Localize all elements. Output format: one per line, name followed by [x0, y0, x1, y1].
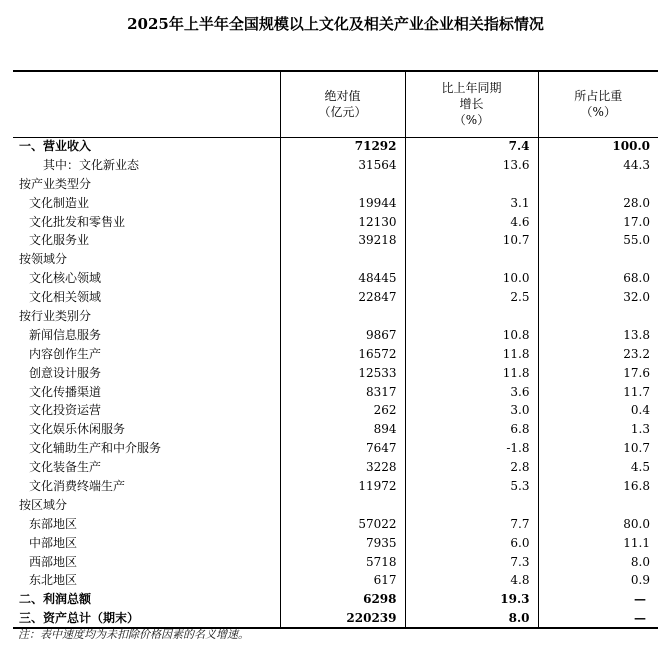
row-label: 文化核心领域	[29, 271, 102, 286]
table-row	[13, 194, 658, 213]
row-label: 文化传播渠道	[29, 384, 102, 399]
row-growth: 2.8	[405, 458, 538, 477]
row-growth: 8.0	[405, 609, 538, 628]
row-absolute-value: 11972	[280, 477, 405, 496]
row-absolute-value: 6298	[280, 590, 405, 609]
row-share: 23.2	[538, 345, 658, 364]
row-growth: 3.1	[405, 194, 538, 213]
table-body	[13, 137, 658, 628]
row-share: 0.9	[538, 571, 658, 590]
row-absolute-value: 7935	[280, 534, 405, 553]
row-share: 8.0	[538, 553, 658, 572]
table-row	[13, 231, 658, 250]
row-growth: 3.0	[405, 401, 538, 420]
table-row	[13, 477, 658, 496]
row-share: 4.5	[538, 458, 658, 477]
table-row	[13, 175, 658, 194]
table-row	[13, 590, 658, 609]
row-share: 16.8	[538, 477, 658, 496]
row-label: 文化辅助生产和中介服务	[29, 441, 162, 456]
table-row	[13, 307, 658, 326]
row-label: 新闻信息服务	[29, 327, 102, 342]
row-share: 1.3	[538, 420, 658, 439]
indicator-table	[13, 70, 658, 629]
row-absolute-value: 5718	[280, 553, 405, 572]
table-header-row	[13, 71, 658, 137]
row-label: 按产业类型分	[19, 176, 92, 191]
row-label: 西部地区	[29, 554, 78, 569]
row-share	[538, 175, 658, 194]
row-label: 东北地区	[29, 573, 78, 588]
row-share	[538, 496, 658, 515]
row-growth: 11.8	[405, 364, 538, 383]
row-absolute-value	[280, 307, 405, 326]
row-growth	[405, 307, 538, 326]
row-share: 55.0	[538, 231, 658, 250]
row-absolute-value: 71292	[280, 137, 405, 156]
row-share: 68.0	[538, 269, 658, 288]
row-absolute-value: 12533	[280, 364, 405, 383]
row-label: 内容创作生产	[29, 346, 102, 361]
row-share: 44.3	[538, 156, 658, 175]
table-row	[13, 439, 658, 458]
row-absolute-value: 19944	[280, 194, 405, 213]
row-label: 文化批发和零售业	[29, 214, 126, 229]
row-label: 按行业类别分	[19, 308, 92, 323]
row-absolute-value: 48445	[280, 269, 405, 288]
row-growth: 7.3	[405, 553, 538, 572]
row-growth: 13.6	[405, 156, 538, 175]
row-label: 其中：文化新业态	[43, 157, 140, 172]
table-row	[13, 326, 658, 345]
row-share: 80.0	[538, 515, 658, 534]
row-growth: 10.8	[405, 326, 538, 345]
row-absolute-value: 262	[280, 401, 405, 420]
table-row	[13, 288, 658, 307]
row-absolute-value: 894	[280, 420, 405, 439]
row-growth	[405, 496, 538, 515]
row-growth: 10.7	[405, 231, 538, 250]
row-absolute-value: 22847	[280, 288, 405, 307]
row-label: 文化装备生产	[29, 460, 102, 475]
row-share: 28.0	[538, 194, 658, 213]
row-share: 0.4	[538, 401, 658, 420]
row-absolute-value: 16572	[280, 345, 405, 364]
row-label: 文化相关领域	[29, 290, 102, 305]
table-row	[13, 137, 658, 156]
row-share: 17.6	[538, 364, 658, 383]
row-absolute-value: 31564	[280, 156, 405, 175]
row-growth: 19.3	[405, 590, 538, 609]
row-growth: 10.0	[405, 269, 538, 288]
table-row	[13, 364, 658, 383]
row-growth: 7.4	[405, 137, 538, 156]
row-label: 文化制造业	[29, 195, 90, 210]
row-label: 东部地区	[29, 516, 78, 531]
row-share: 10.7	[538, 439, 658, 458]
row-growth: 4.8	[405, 571, 538, 590]
row-absolute-value: 3228	[280, 458, 405, 477]
table-row	[13, 156, 658, 175]
table-row	[13, 553, 658, 572]
table-row	[13, 420, 658, 439]
row-growth: 6.8	[405, 420, 538, 439]
header-growth: 比上年同期 增长 （%）	[405, 71, 538, 137]
row-growth: 4.6	[405, 213, 538, 232]
table-row	[13, 534, 658, 553]
table-row	[13, 383, 658, 402]
table-row	[13, 213, 658, 232]
row-absolute-value	[280, 175, 405, 194]
header-share: 所占比重 （%）	[538, 71, 658, 137]
table-row	[13, 345, 658, 364]
row-share: 11.7	[538, 383, 658, 402]
row-absolute-value: 9867	[280, 326, 405, 345]
row-label: 按领域分	[19, 252, 68, 267]
row-absolute-value: 12130	[280, 213, 405, 232]
row-label: 按区域分	[19, 497, 68, 512]
row-label: 三、资产总计（期末）	[19, 610, 140, 625]
row-share: 17.0	[538, 213, 658, 232]
row-label: 二、利润总额	[19, 592, 92, 607]
row-growth: -1.8	[405, 439, 538, 458]
row-label: 文化服务业	[29, 233, 90, 248]
row-label: 一、营业收入	[19, 139, 92, 154]
row-growth: 2.5	[405, 288, 538, 307]
row-growth	[405, 175, 538, 194]
row-absolute-value	[280, 250, 405, 269]
table-row	[13, 269, 658, 288]
row-growth: 6.0	[405, 534, 538, 553]
row-share	[538, 307, 658, 326]
row-label: 文化娱乐休闲服务	[29, 422, 126, 437]
row-share: —	[538, 609, 658, 628]
table-row	[13, 496, 658, 515]
row-growth: 3.6	[405, 383, 538, 402]
row-share: 13.8	[538, 326, 658, 345]
header-absolute-value: 绝对值 （亿元）	[280, 71, 405, 137]
row-absolute-value: 8317	[280, 383, 405, 402]
row-growth	[405, 250, 538, 269]
row-share: —	[538, 590, 658, 609]
row-absolute-value: 617	[280, 571, 405, 590]
page-title: 2025年上半年全国规模以上文化及相关产业企业相关指标情况	[127, 15, 544, 33]
row-label: 创意设计服务	[29, 365, 102, 380]
table-row	[13, 515, 658, 534]
row-growth: 11.8	[405, 345, 538, 364]
row-absolute-value: 39218	[280, 231, 405, 250]
row-label: 文化消费终端生产	[29, 478, 126, 493]
row-share: 100.0	[538, 137, 658, 156]
row-absolute-value	[280, 496, 405, 515]
footnote: 注：表中速度均为未扣除价格因素的名义增速。	[18, 628, 249, 641]
table-row	[13, 250, 658, 269]
row-growth: 5.3	[405, 477, 538, 496]
row-growth: 7.7	[405, 515, 538, 534]
header-label	[13, 71, 280, 137]
row-absolute-value: 220239	[280, 609, 405, 628]
row-share: 11.1	[538, 534, 658, 553]
row-share	[538, 250, 658, 269]
row-share: 32.0	[538, 288, 658, 307]
table-row	[13, 401, 658, 420]
table-row	[13, 571, 658, 590]
row-label: 中部地区	[29, 535, 78, 550]
row-absolute-value: 57022	[280, 515, 405, 534]
row-label: 文化投资运营	[29, 403, 102, 418]
row-absolute-value: 7647	[280, 439, 405, 458]
table-row	[13, 458, 658, 477]
